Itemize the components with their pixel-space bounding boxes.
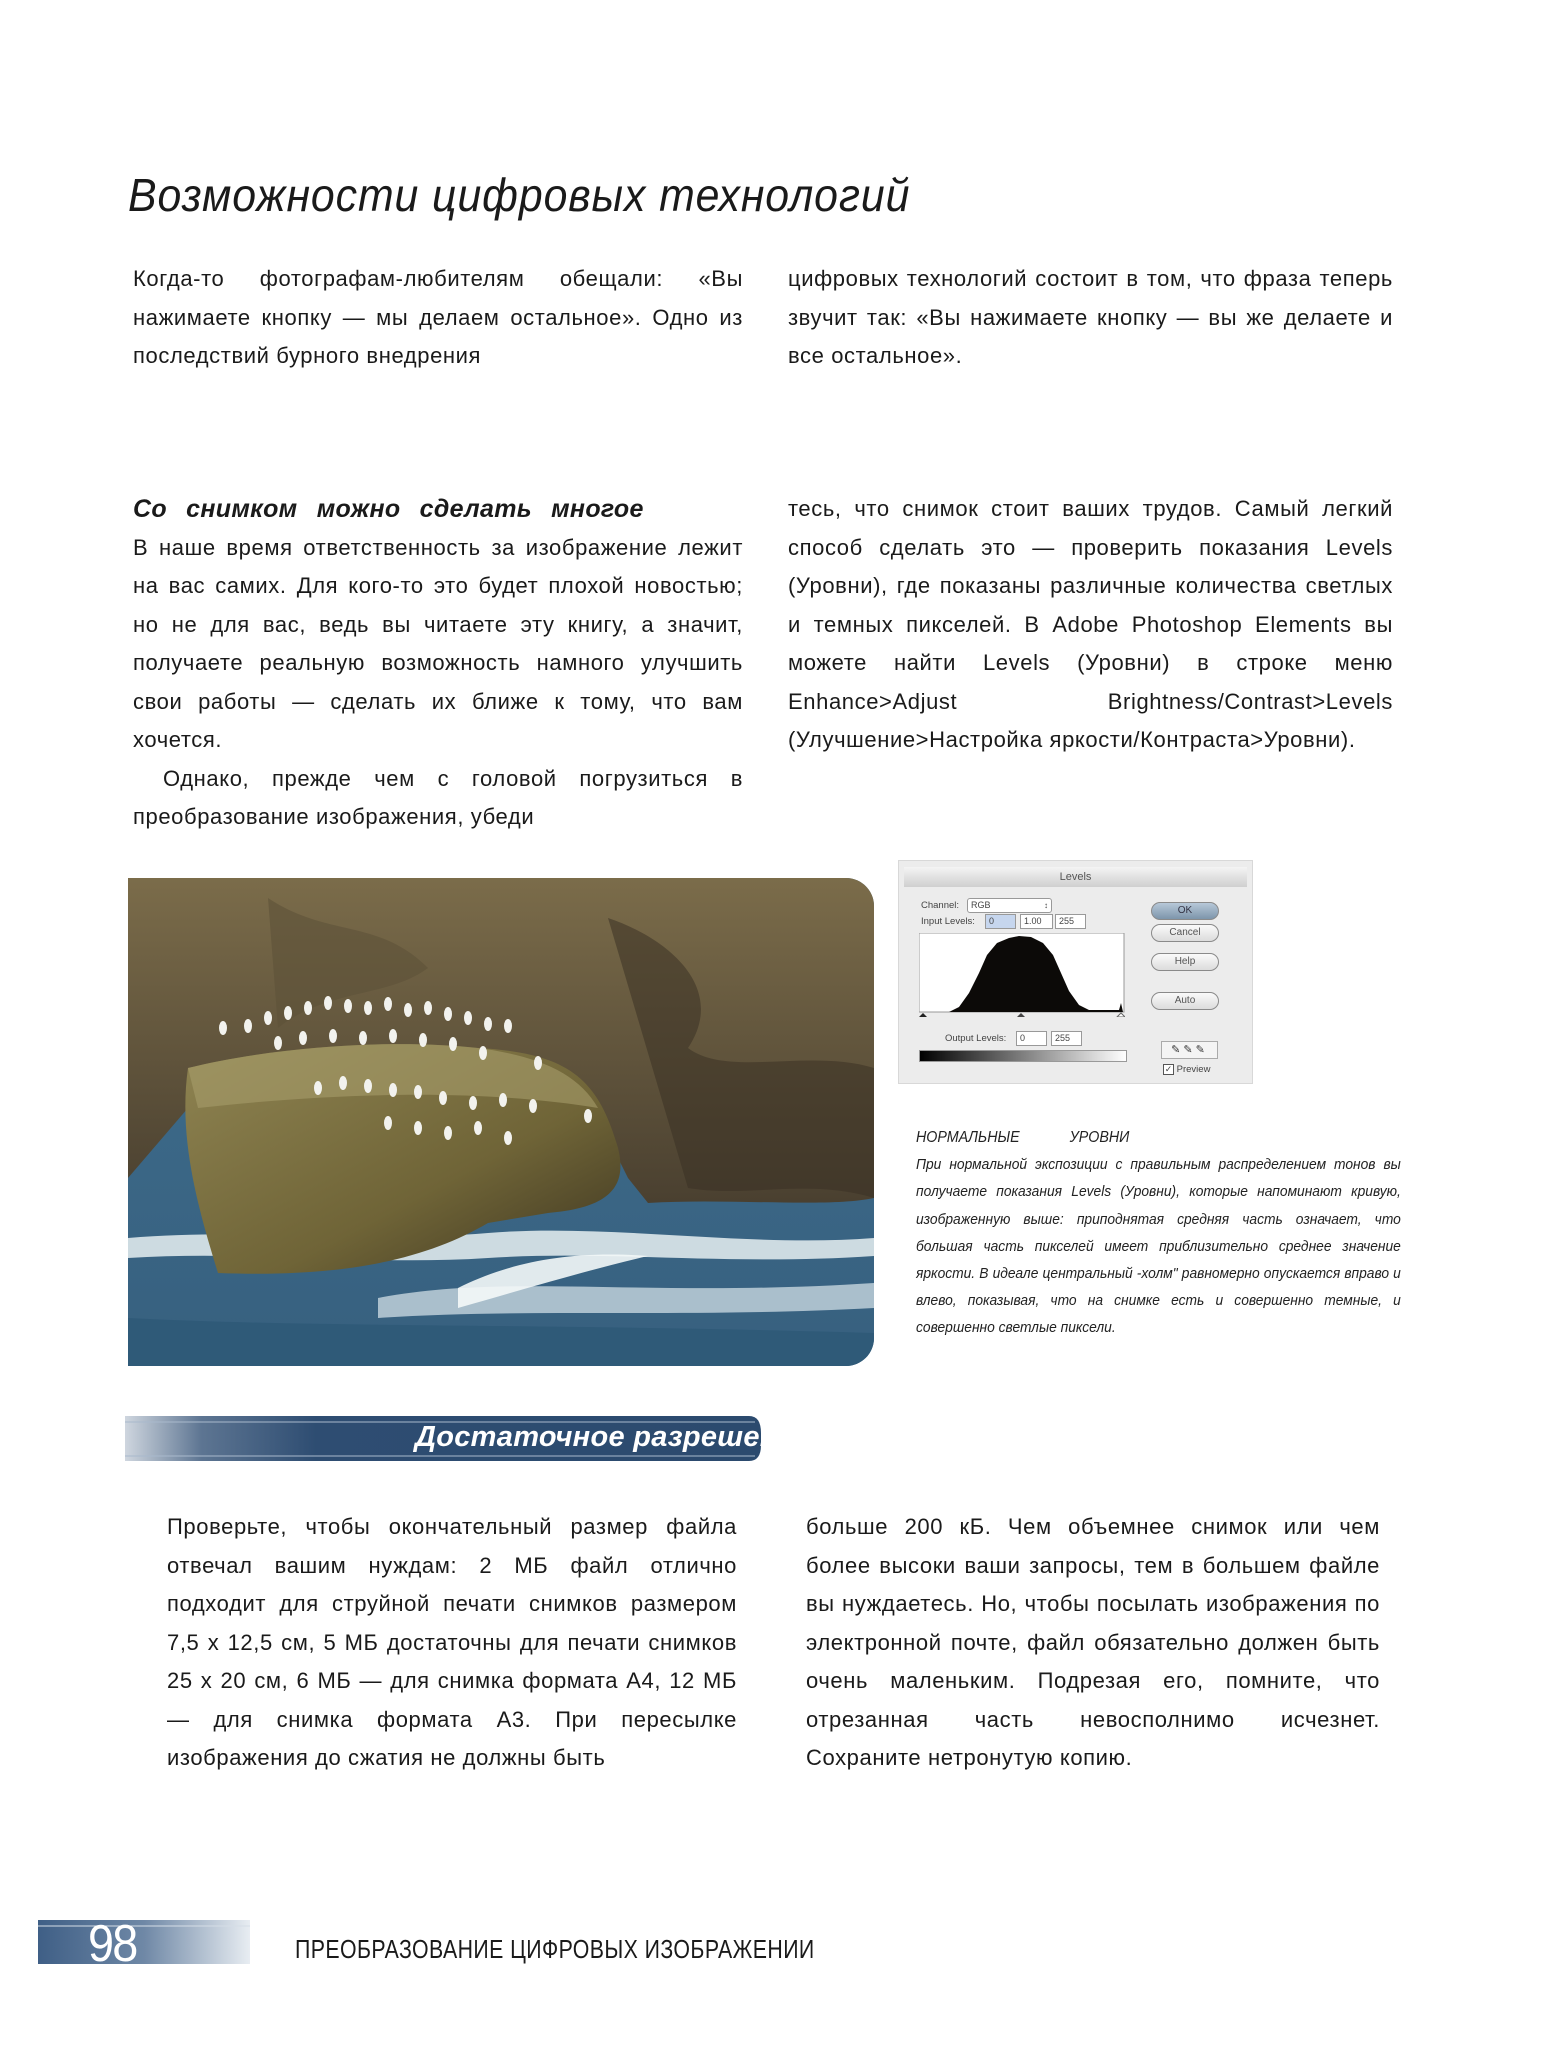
page-number-background [38,1920,250,1964]
output-gradient-bar[interactable] [919,1050,1127,1062]
output-levels-label: Output Levels: [945,1033,1007,1044]
checkmark-icon: ✓ [1164,1064,1173,1074]
channel-value: RGB [971,900,991,910]
output-black-field[interactable]: 0 [1016,1031,1047,1046]
section1-paragraph-2: Однако, прежде чем с головой погрузиться в преобразование изображения, убеди [133,765,743,829]
preview-label: Preview [1176,1064,1211,1076]
section1-paragraph-1: В наше время ответственность за изображение лежит на вас самих. Для кого-то это будет плохой новостью; но не для вас, ведь вы читаете эту книгу, а значит, получаете реальную возможность намного улучшить свои работы — сделать их ближе к тому, что вам хочется. [133,534,743,752]
intro-column-right [788,260,1393,376]
black-eyedropper-icon[interactable]: ✎ [1171,1044,1184,1056]
section2-paragraph-left: Проверьте, чтобы окончательный размер файла отвечал вашим нуждам: 2 МБ файл отлично подходит для струйной печати снимков размером 7,5 х 12,5 см, 5 МБ достаточны для печати снимков 25 х 20 см, 6 МБ — для снимка формата А4, 12 МБ — для снимка формата А3. При пересылке изображения до сжатия не должны быть [167,1514,737,1770]
white-eyedropper-icon[interactable]: ✎ [1195,1044,1208,1056]
page-title: Возможности цифровых технологий [128,169,911,221]
intro-text-right: цифровых технологий состоит в том, что фраза теперь звучит так: «Вы нажимаете кнопку — вы же делаете и все остальное». [788,266,1393,368]
channel-select[interactable] [967,898,1052,913]
running-title: ПРЕОБРАЗОВАНИЕ ЦИФРОВЫХ ИЗОБРАЖЕНИИ [295,1934,815,1964]
preview-checkbox[interactable] [1163,1064,1210,1075]
page-number-box [38,1915,250,1973]
gray-eyedropper-icon[interactable]: ✎ [1183,1044,1196,1056]
section1-column-left [133,490,743,837]
ok-button[interactable]: OK [1151,902,1219,920]
caption-text: При нормальной экспозиции с правильным распределением тонов вы получаете показания Levels (Уровни), которые напоминают кривую, изображенную выше: приподнятая средняя часть означает, что большая часть пикселей имеет приблизительно среднее значение яркости. В идеале центральный -холм" равномерно опускается вправо и влево, показывая, что на снимке есть и совершенно темные, и совершенно светлые пиксели. [916,1156,1401,1337]
levels-dialog-title: Levels [904,867,1247,887]
black-point-slider[interactable] [919,1013,927,1017]
gamma-slider[interactable] [1017,1013,1025,1017]
caption-title: НОРМАЛЬНЫЕ УРОВНИ [916,1129,1130,1146]
cancel-button[interactable]: Cancel [1151,924,1219,942]
section2-banner [125,1413,813,1465]
input-levels-label: Input Levels: [921,916,975,927]
intro-column-left [133,260,743,376]
figure-caption [916,1124,1401,1342]
photo-illustration [128,878,874,1366]
input-gamma-field[interactable]: 1.00 [1020,914,1053,929]
section2-column-left [167,1508,737,1778]
white-point-slider[interactable] [1117,1013,1125,1017]
channel-label: Channel: [921,900,960,911]
seagull-rock-photo [128,878,874,1366]
levels-dialog [898,860,1253,1084]
section1-paragraph-right: тесь, что снимок стоит ваших трудов. Самый легкий способ сделать это — проверить показания Levels (Уровни), где показаны различные количества светлых и темных пикселей. В Adobe Photoshop Elements вы можете найти Levels (Уровни) в строке меню Enhance>Adjust Brightness/Contrast>Levels (Улучшение>Настройка яркости/Контраста>Уровни). [788,496,1393,752]
section1-column-right [788,490,1393,760]
section2-paragraph-right: больше 200 кБ. Чем объемнее снимок или чем более высоки ваши запросы, тем в большем файле вы нуждаетесь. Но, чтобы посылать изображения по электронной почте, файл обязательно должен быть очень маленьким. Подрезая его, помните, что отрезанная часть невосполнимо исчезнет. Сохраните нетронутую копию. [806,1514,1380,1770]
auto-button[interactable]: Auto [1151,992,1219,1010]
histogram [919,933,1125,1017]
section2-column-right [806,1508,1380,1778]
eyedropper-group [1161,1041,1218,1059]
chevron-updown-icon: ↕ [1044,901,1048,910]
output-white-field[interactable]: 255 [1051,1031,1082,1046]
input-black-field[interactable]: 0 [985,914,1016,929]
help-button[interactable]: Help [1151,953,1219,971]
page-number: 98 [88,1915,137,1973]
section1-heading: Со снимком можно сделать многое [133,495,644,523]
section2-heading: Достаточное разрешение [415,1421,813,1453]
input-white-field[interactable]: 255 [1055,914,1086,929]
intro-text-left: Когда-то фотографам-любителям обещали: «Вы нажимаете кнопку — мы делаем остальное». Одно из последствий бурного внедрения [133,266,743,368]
